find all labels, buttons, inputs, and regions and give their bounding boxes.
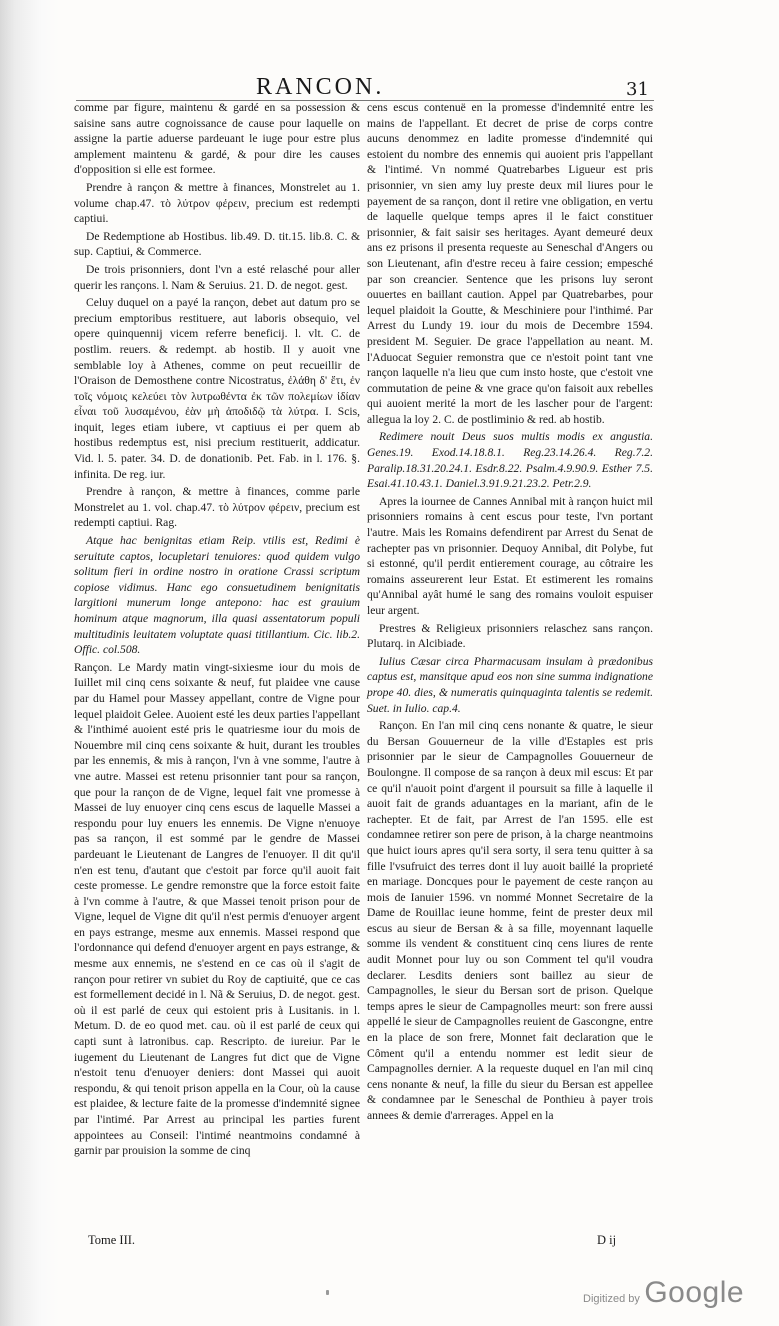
paragraph: Iulius Cæsar circa Pharmacusam insulam à prædonibus captus est, mansitque apud eos non sine summa indignatione prope 40. dies, & numeratis quinquaginta talentis se redemit. Suet. in Iulio. cap.4. <box>367 654 653 715</box>
paragraph: Prestres & Religieux prisonniers relaschez sans rançon. Plutarq. in Alcibiade. <box>367 621 653 651</box>
paragraph: cens escus contenuë en la promesse d'indemnité entre les mains de l'appellant. Et decret de prise de corps contre aucuns denommez en ladite promesse d'indemnité qui estoient du nombre des ennemis qui auoient pris l'appellant & l'intimé. Vn nommé Quatrebarbes Ligueur est pris prisonnier, vn sien amy luy preste deux mil liures pour le payement de sa rançon, dont il retire vne obligation, en vertu de laquelle quelque temps apres il le faict constituer prisonnier, & fait saisir ses heritages. Ayant demeuré deux ans ez prisons il presenta requeste au Seneschal d'Angers ou son Lieutenant, afin d'estre receu à faire cession; empesché par son creancier. Sentence que les prisons luy seront ouuertes en baillant caution. Appel par Quatrebarbes, pour lequel plaidoit la Goutte, & Meschiniere pour l'inthimé. Par Arrest du Lundy 19. iour du mois de Decembre 1594. president M. Seguier. De grace l'appellation au neant. M. l'Aduocat Seguier remonstra que ce n'estoit point tant vne rançon laquelle n'a lieu que cum insto hoste, que c'estoit vne commutation de peine & vne grace qu'on faisoit aux rebelles qui auoient merité la mort de les lascher pour de l'argent: allegua la loy 2. C. de postliminio & red. ab hostib. <box>367 101 653 426</box>
print-speck <box>326 1290 329 1295</box>
running-head-title: RANCON. <box>256 74 385 100</box>
paragraph: De Redemptione ab Hostibus. lib.49. D. tit.15. lib.8. C. & sup. Captiui, & Commerce. <box>74 229 360 259</box>
watermark-prefix: Digitized by <box>583 1293 640 1305</box>
page-number: 31 <box>626 79 649 100</box>
paragraph: Redimere nouit Deus suos multis modis ex angustia. Genes.19. Exod.14.18.8.1. Reg.23.14.26.4. Reg.7.2. Paralip.18.31.20.24.1. Esdr.8.22. Psalm.4.9.90.9. Esther 7.5. Esai.41.10.43.1. Daniel.3.91.9.21.23.2. Petr.2.9. <box>367 430 653 491</box>
page-gutter-shadow <box>0 0 60 1326</box>
paragraph: Apres la iournee de Cannes Annibal mit à rançon huict mil prisonniers romains à cent escus pour teste, l'vn portant l'autre. Mais les Romains defendirent par Arrest du Senat de rachepter pas vn prisonnier. Dequoy Annibal, dit Polybe, fut si estonné, qu'il perdit entierement courage, au côtraire les romains asseurerent leur Estat. Et estimerent les romains qu'Annibal ayât humé le sang des romains vouloit espuiser leur argent. <box>367 494 653 617</box>
paragraph: De trois prisonniers, dont l'vn a esté relasché pour aller querir les rançons. l. Nam & Seruius. 21. D. de negot. gest. <box>74 262 360 292</box>
left-column <box>74 100 360 1161</box>
right-column <box>367 100 653 1126</box>
signature-mark: D ij <box>597 1233 617 1247</box>
paragraph: Rançon. En l'an mil cinq cens nonante & quatre, le sieur du Bersan Gouuerneur de la ville d'Estaples est pris prisonnier par le sieur de Campagnolles Gouuerneur de Boulongne. Il compose de sa rançon à deux mil escus: Et par ce qu'il n'auoit point d'argent il poursuit sa fille à laquelle il auoit fait de grands aduantages en la mariant, afin de le rachepter. Et de fait, par Arrest de l'an 1595. elle est condamnee retirer son pere de prison, à la charge neantmoins que huict iours apres qu'il sera sorty, il sera tenu quitter à sa fille l'vsufruict des terres dont il luy auoit baillé la proprieté en mariage. Doncques pour le payement de ceste rançon au mois de Ianuier 1596. vn nommé Monnet Secretaire de la Dame de Rouillac ieune homme, feint de prester deux mil escus au sieur de Bersan & à sa fille, moyennant laquelle somme ils vendent & constituent cinq cens liures de rente audit Monnet pour luy ou son Comment tel qu'il voudra declarer. Lesdits deniers sont baillez au sieur de Campagnolles, le sieur du Bersan sort de prison. Quelque temps apres le sieur de Campagnolles meurt: son frere aussi appellé le sieur de Campagnolles reuient de Gascongne, entre en la place de son frere, Monnet fait declaration que le Côment qu'il a entendu nommer est ledit sieur de Campagnolles dernier. A la requeste duquel en l'an mil cinq cens nonante & neuf, la fille du sieur du Bersan est appellee & condamnee par le Seneschal de Ponthieu à payer trois annees & demie d'arrerages. Appel en la <box>367 719 653 1122</box>
paragraph: Prendre à rançon & mettre à finances, Monstrelet au 1. volume chap.47. τὸ λύτρον φέρειν, precium est redempti captiui. <box>74 180 360 226</box>
paragraph: Prendre à rançon, & mettre à finances, comme parle Monstrelet au 1. vol. chap.47. τὸ λύτρον φέρειν, precium est redempti captiui. Rag. <box>74 485 360 530</box>
paragraph: Celuy duquel on a payé la rançon, debet aut datum pro se precium emptoribus restituere, aut laboris obsequio, vel opere quinquennij vicem referre beneficij. l. vlt. C. de postlim. reuers. & redempt. ab hostib. Il y auoit vne semblable loy à Athenes, comme on peut recueillir de l'Oraison de Demosthene contre Nicostratus, ἐλάθη δ' ἔτι, ἐν τοῖς νόμοις κελεύει τὸν λυτρωθέντα ἐκ τῶν πολεμίων ἰδίαν εἶναι τοῦ λυσαμένου, ἐὰν μὴ ἀποδιδῷ τὰ λύτρα. I. Scis, inquit, leges etiam iubere, vt captiuus ei per quem ab hostibus redemptus est, nisi precium restituerit, addicatur. Vid. l. 5. pater. 34. D. de donationib. Pet. Fab. in l. 176. §. infinita. De reg. iur. <box>74 296 360 481</box>
google-logo: Google <box>644 1276 745 1309</box>
paragraph: Rançon. Le Mardy matin vingt-sixiesme iour du mois de Iuillet mil cinq cens soixante & neuf, fut plaidee vne cause par du Hamel pour Massey appellant, contre de Vigne pour lequel plaidoit Gelee. Auoient esté les deux parties l'appellant & l'inthimé auoient esté pris le quatriesme iour du mois de Nouembre mil cinq cens soixante & huit, durant les troubles par les ennemis, & mis à rançon, l'vn à vne somme, l'autre à vne autre. Massei est retenu prisonnier tant pour sa rançon, que pour la rançon de de Vigne, lequel fait vne promesse à Massei de luy enuoyer cinq cens escus de laquelle Massei a respondu pour luy enuers les ennemis. De Vigne n'enuoye pas sa rançon, il est sommé par le gendre de Massei pardeuant le Lieutenant de Langres de l'enuoyer. Il dit qu'il n'en est tenu, d'autant que c'estoit par force qu'il auoit fait ceste promesse. Le gendre remonstre que la force estoit faite à l'vn comme à l'autre, & que Massei tenoit prison pour de Vigne, lequel de Vigne dit qu'il n'est permis d'enuoyer argent en pays estrange, mesme aux ennemis. Massei respond que l'ordonnance qui defend d'enuoyer argent en pays estrange, & mesme aux ennemis, ne s'estend en ce cas où il s'agit de rançon pour retirer vn subiet du Roy de captiuité, que ce cas est formellement decidé in l. Nã & Seruius, D. de negot. gest. où il est parlé de ceux qui estoient pris à Lusitanis. in l. Metum. D. de eo quod met. cau. où il est parlé de ceux qui capti sunt à latronibus. cap. Rescripto. de iureiur. Par le iugement du Lieutenant de Langres fut dict que de Vigne n'estoit tenu d'enuoyer deniers: dont Massei qui auoit respondu, & qui tenoit prison appella en la Cour, où la cause est plaidee, & lecture faite de la promesse d'indemnité signee par l'intimé. Par Arrest au principal les parties furent appointees au Conseil: l'intimé neantmoins condamné à garnir par prouision la somme de cinq <box>74 660 360 1158</box>
volume-label: Tome III. <box>88 1233 136 1247</box>
paragraph: comme par figure, maintenu & gardé en sa possession & saisine sans autre cognoissance de cause pour laquelle on assigne la partie aduerse pardeuant le iuge pour estre plus amplement maintenu & gardé, & pour dire les causes d'opposition si elle est formee. <box>74 101 360 177</box>
paragraph: Atque hac benignitas etiam Reip. vtilis est, Redimi è seruitute captos, locupletari tenuiores: quod quidem vulgo solitum fieri in ordine nostro in oratione Crassi scriptum copiose vidimus. Hanc ego consuetudinem benignitatis largitioni munerum longe antepono: hac est grauium hominum atque magnorum, illa quasi assentatorum populi multitudinis leuitatem voluptate quasi titillantium. Cic. lib.2. Offic. col.508. <box>74 534 360 657</box>
digitization-watermark <box>583 1276 744 1310</box>
